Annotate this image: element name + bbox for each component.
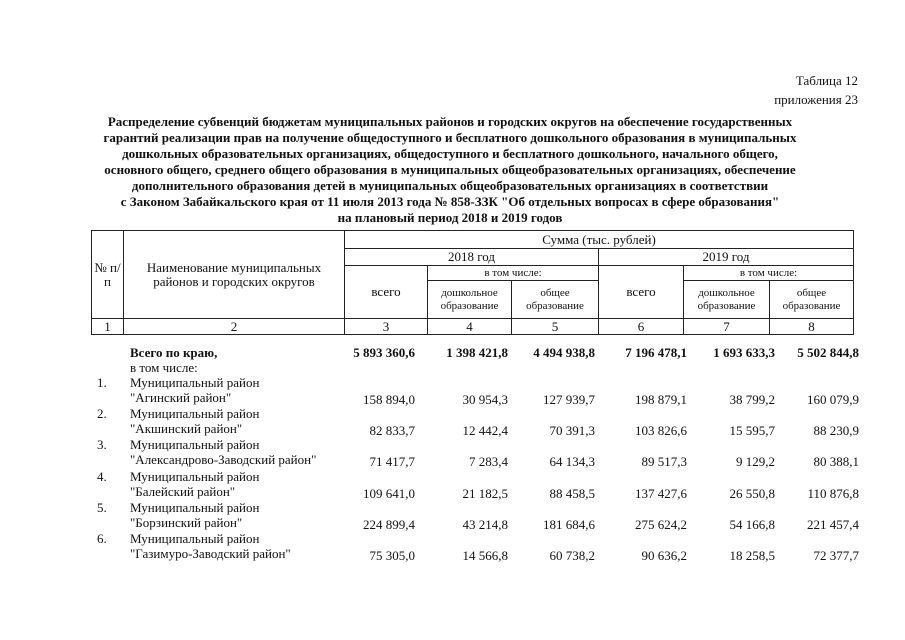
row-name-line: "Агинский район" <box>130 390 232 405</box>
including-label-row <box>91 360 863 375</box>
table-row <box>91 500 863 532</box>
header-cell-including-2019: в том числе: <box>684 266 854 281</box>
column-number: 3 <box>345 319 428 335</box>
value-cell: 54 166,8 <box>729 517 775 532</box>
value-cell: 88 458,5 <box>549 486 595 501</box>
value-cell: 88 230,9 <box>813 423 859 438</box>
value-cell: 4 494 938,8 <box>533 345 595 360</box>
row-name-line: Муниципальный район <box>130 375 260 390</box>
value-cell: 89 517,3 <box>641 454 687 469</box>
value-cell: 221 457,4 <box>807 517 859 532</box>
row-name <box>130 531 345 561</box>
value-cell: 30 954,3 <box>462 392 508 407</box>
row-name-line: "Акшинский район" <box>130 421 243 436</box>
value-cell: 15 595,7 <box>729 423 775 438</box>
column-number: 5 <box>512 319 599 335</box>
table-row <box>91 531 863 563</box>
document-title <box>100 114 800 226</box>
row-name-line: Муниципальный район <box>130 406 260 421</box>
value-cell: 43 214,8 <box>462 517 508 532</box>
value-cell: 5 893 360,6 <box>353 345 415 360</box>
row-name <box>130 500 345 530</box>
value-cell: 158 894,0 <box>363 392 415 407</box>
title-line: основного общего, среднего общего образования в муниципальных общеобразовательных организациях, обеспечение <box>104 162 796 177</box>
row-index: 6. <box>97 531 107 546</box>
table-number: Таблица 12 <box>795 73 858 88</box>
row-index: 5. <box>97 500 107 515</box>
value-cell: 103 826,6 <box>635 423 687 438</box>
value-cell: 137 427,6 <box>635 486 687 501</box>
value-cell: 72 377,7 <box>813 548 859 563</box>
row-index: 1. <box>97 375 107 390</box>
table-row <box>91 469 863 501</box>
row-name-line: "Балейский район" <box>130 484 236 499</box>
title-line: Распределение субвенций бюджетам муниципальных районов и городских округов на обеспечение государственных <box>107 114 793 129</box>
table-reference <box>774 71 858 109</box>
table-row <box>91 375 863 407</box>
row-index: 4. <box>97 469 107 484</box>
value-cell: 181 684,6 <box>543 517 595 532</box>
appendix-number: приложения 23 <box>774 92 858 107</box>
including-label: в том числе: <box>130 360 198 375</box>
value-cell: 82 833,7 <box>369 423 415 438</box>
value-cell: 127 939,7 <box>543 392 595 407</box>
value-cell: 5 502 844,8 <box>797 345 859 360</box>
column-number: 1 <box>92 319 124 335</box>
column-number: 4 <box>428 319 512 335</box>
table-header-grid <box>91 230 854 335</box>
row-name-line: "Газимуро-Заводский район" <box>130 546 291 561</box>
column-number: 7 <box>684 319 770 335</box>
row-name-line: Муниципальный район <box>130 531 260 546</box>
value-cell: 26 550,8 <box>729 486 775 501</box>
value-cell: 71 417,7 <box>369 454 415 469</box>
value-cell: 12 442,4 <box>462 423 508 438</box>
value-cell: 224 899,4 <box>363 517 415 532</box>
title-line: с Законом Забайкальского края от 11 июля 2013 года № 858-ЗЗК "Об отдельных вопросах в сфере образования" <box>120 194 780 209</box>
title-line: дополнительного образования детей в муниципальных общеобразовательных организациях в соответствии <box>131 178 769 193</box>
header-cell-preschool-2019: дошкольное образование <box>684 281 770 319</box>
row-name <box>130 375 345 405</box>
row-index: 3. <box>97 437 107 452</box>
value-cell: 14 566,8 <box>462 548 508 563</box>
value-cell: 18 258,5 <box>729 548 775 563</box>
value-cell: 110 876,8 <box>807 486 859 501</box>
row-index: 2. <box>97 406 107 421</box>
title-line: на плановый период 2018 и 2019 годов <box>337 210 563 225</box>
row-name-line: "Борзинский район" <box>130 515 243 530</box>
row-name-line: Муниципальный район <box>130 500 260 515</box>
header-cell-including-2018: в том числе: <box>428 266 599 281</box>
value-cell: 90 636,2 <box>641 548 687 563</box>
table-row <box>91 437 863 469</box>
column-number: 6 <box>599 319 684 335</box>
value-cell: 1 693 633,3 <box>713 345 775 360</box>
value-cell: 275 624,2 <box>635 517 687 532</box>
header-cell-name: Наименование муниципальных районов и городских округов <box>124 231 345 319</box>
value-cell: 7 283,4 <box>469 454 508 469</box>
value-cell: 60 738,2 <box>549 548 595 563</box>
value-cell: 80 388,1 <box>813 454 859 469</box>
value-cell: 75 305,0 <box>369 548 415 563</box>
title-line: дошкольных образовательных организациях, общедоступного и бесплатного дошкольного, начального общего, <box>122 146 778 161</box>
table-row <box>91 406 863 438</box>
value-cell: 9 129,2 <box>736 454 775 469</box>
value-cell: 160 079,9 <box>807 392 859 407</box>
row-name-line: Муниципальный район <box>130 469 260 484</box>
value-cell: 1 398 421,8 <box>446 345 508 360</box>
header-cell-number: № п/п <box>92 231 124 319</box>
header-cell-total-2019: всего <box>599 266 684 319</box>
column-number: 2 <box>124 319 345 335</box>
value-cell: 109 641,0 <box>363 486 415 501</box>
header-cell-total-2018: всего <box>345 266 428 319</box>
header-cell-sum: Сумма (тыс. рублей) <box>345 231 854 249</box>
value-cell: 7 196 478,1 <box>625 345 687 360</box>
value-cell: 70 391,3 <box>549 423 595 438</box>
value-cell: 64 134,3 <box>549 454 595 469</box>
row-name-line: "Александрово-Заводский район" <box>130 452 317 467</box>
value-cell: 198 879,1 <box>635 392 687 407</box>
title-line: гарантий реализации прав на получение общедоступного и бесплатного дошкольного образования в муниципальных <box>103 130 797 145</box>
row-name: Всего по краю, <box>130 345 218 360</box>
value-cell: 21 182,5 <box>462 486 508 501</box>
header-cell-general-2018: общее образование <box>512 281 599 319</box>
row-name <box>130 469 345 499</box>
row-name-line: Муниципальный район <box>130 437 260 452</box>
header-cell-preschool-2018: дошкольное образование <box>428 281 512 319</box>
header-cell-general-2019: общее образование <box>770 281 854 319</box>
value-cell: 38 799,2 <box>729 392 775 407</box>
header-cell-year-2018: 2018 год <box>345 249 599 266</box>
column-number: 8 <box>770 319 854 335</box>
row-name <box>130 406 345 436</box>
header-cell-year-2019: 2019 год <box>599 249 854 266</box>
row-name <box>130 437 345 467</box>
